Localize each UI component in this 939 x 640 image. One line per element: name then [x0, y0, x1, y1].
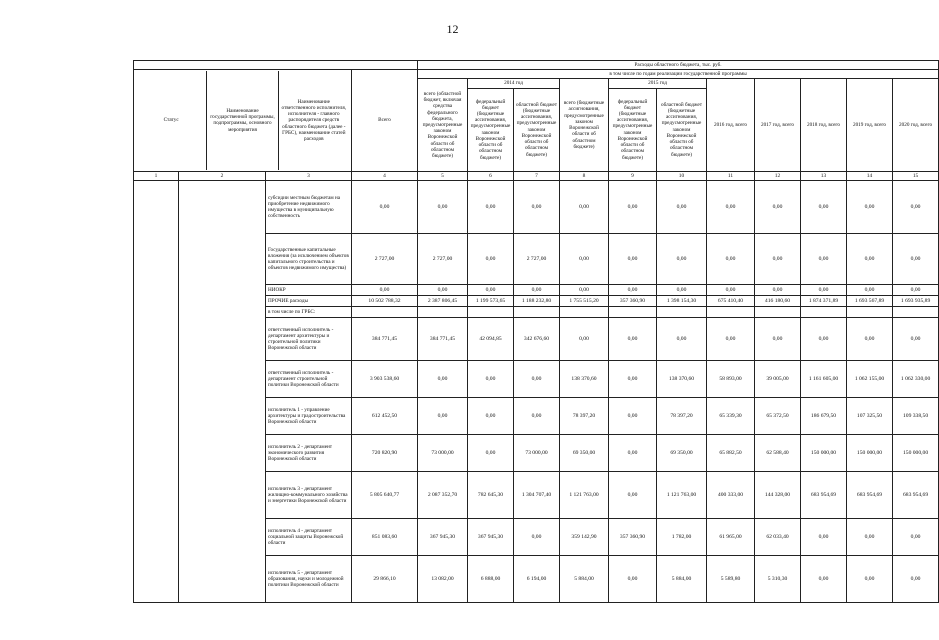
header-c8: всего (бюджетные ассигнования, предусмотренные законом Воронежской области об областном бюджете) — [560, 79, 609, 171]
value-cell — [657, 307, 707, 318]
value-cell: 3 903 538,60 — [352, 361, 418, 398]
value-cell — [352, 307, 418, 318]
value-cell: 0,00 — [755, 181, 801, 234]
row-label: ответственный исполнитель - департамент строительной политики Воронежской области — [266, 361, 352, 398]
value-cell: 782 645,30 — [468, 472, 514, 519]
value-cell: 0,00 — [755, 234, 801, 285]
value-cell: 1 782,00 — [657, 519, 707, 556]
value-cell: 357 360,90 — [609, 296, 657, 307]
value-cell: 0,00 — [893, 556, 939, 603]
value-cell — [893, 307, 939, 318]
value-cell: 367 945,30 — [468, 519, 514, 556]
header-by-years: в том числе по годам реализации государственной программы — [418, 70, 939, 79]
column-number: 12 — [755, 171, 801, 180]
value-cell: 1 693 567,89 — [847, 296, 893, 307]
column-number: 9 — [609, 171, 657, 180]
status-cell — [134, 181, 179, 603]
value-cell: 1 755 515,20 — [560, 296, 609, 307]
value-cell — [847, 307, 893, 318]
value-cell: 384 771,45 — [352, 318, 418, 361]
value-cell: 0,00 — [893, 234, 939, 285]
value-cell: 107 325,50 — [847, 398, 893, 435]
value-cell: 0,00 — [707, 318, 755, 361]
value-cell: 0,00 — [560, 234, 609, 285]
value-cell: 0,00 — [609, 472, 657, 519]
value-cell: 0,00 — [657, 318, 707, 361]
value-cell: 0,00 — [468, 361, 514, 398]
value-cell — [468, 307, 514, 318]
value-cell: 0,00 — [801, 234, 847, 285]
value-cell: 1 121 763,00 — [560, 472, 609, 519]
value-cell: 0,00 — [609, 318, 657, 361]
row-label: НИОКР — [266, 285, 352, 296]
column-number: 8 — [560, 171, 609, 180]
value-cell: 150 000,00 — [847, 435, 893, 472]
value-cell: 1 161 605,00 — [801, 361, 847, 398]
header-program-name: Наименование государственной программы, подпрограммы, основного мероприятия — [207, 71, 278, 169]
header-c9: федеральный бюджет (бюджетные ассигнования, предусмотренные законом Воронежской области об областном бюджете) — [609, 88, 657, 171]
value-cell — [755, 307, 801, 318]
value-cell: 69 350,00 — [560, 435, 609, 472]
column-number: 14 — [847, 171, 893, 180]
column-number: 5 — [418, 171, 468, 180]
value-cell — [514, 307, 560, 318]
value-cell: 0,00 — [847, 519, 893, 556]
row-label: исполнитель 5 - департамент образования, науки и молодежной политики Воронежской области — [266, 556, 352, 603]
row-label: исполнитель 1 - управление архитектуры и градостроительства Воронежской области — [266, 398, 352, 435]
value-cell: 0,00 — [514, 285, 560, 296]
value-cell: 0,00 — [418, 181, 468, 234]
value-cell: 2 727,00 — [514, 234, 560, 285]
value-cell: 0,00 — [560, 285, 609, 296]
value-cell: 5 805 640,77 — [352, 472, 418, 519]
value-cell: 0,00 — [468, 398, 514, 435]
value-cell: 0,00 — [609, 234, 657, 285]
row-label: исполнитель 3 - департамент жилищно-коммунального хозяйства и энергетики Воронежской области — [266, 472, 352, 519]
value-cell: 683 954,69 — [847, 472, 893, 519]
header-2019: 2019 год, всего — [847, 79, 893, 171]
value-cell: 851 083,60 — [352, 519, 418, 556]
value-cell: 0,00 — [893, 318, 939, 361]
value-cell: 384 771,45 — [418, 318, 468, 361]
value-cell: 0,00 — [801, 519, 847, 556]
value-cell: 13 082,00 — [418, 556, 468, 603]
value-cell: 0,00 — [707, 234, 755, 285]
value-cell: 5 310,30 — [755, 556, 801, 603]
value-cell: 0,00 — [514, 181, 560, 234]
value-cell: 0,00 — [514, 398, 560, 435]
header-c6: федеральный бюджет (бюджетные ассигнования, предусмотренные законом Воронежской области об областном бюджете) — [468, 88, 514, 171]
header-2015: 2015 год — [609, 79, 707, 88]
value-cell: 0,00 — [468, 435, 514, 472]
value-cell: 0,00 — [609, 556, 657, 603]
value-cell: 0,00 — [418, 398, 468, 435]
value-cell: 0,00 — [893, 181, 939, 234]
column-number: 4 — [352, 171, 418, 180]
value-cell: 0,00 — [755, 318, 801, 361]
header-c10: областной бюджет (бюджетные ассигнования, предусмотренные законом Воронежской области об областном бюджете) — [657, 88, 707, 171]
header-2017: 2017 год, всего — [755, 79, 801, 171]
table-row — [134, 181, 939, 234]
header-total: Всего — [352, 70, 418, 171]
header-left-blank — [134, 70, 352, 171]
page-number: 12 — [446, 22, 459, 36]
header-2018: 2018 год, всего — [801, 79, 847, 171]
value-cell: 65 882,50 — [707, 435, 755, 472]
column-number: 3 — [266, 171, 352, 180]
value-cell: 0,00 — [847, 318, 893, 361]
value-cell — [560, 307, 609, 318]
value-cell: 0,00 — [514, 361, 560, 398]
value-cell: 1 188 232,80 — [514, 296, 560, 307]
value-cell: 1 874 371,89 — [801, 296, 847, 307]
column-number: 2 — [179, 171, 266, 180]
value-cell: 683 954,69 — [893, 472, 939, 519]
value-cell: 0,00 — [418, 361, 468, 398]
value-cell: 357 360,90 — [609, 519, 657, 556]
value-cell — [418, 307, 468, 318]
value-cell: 62 588,40 — [755, 435, 801, 472]
value-cell: 0,00 — [657, 234, 707, 285]
column-number: 6 — [468, 171, 514, 180]
column-number: 15 — [893, 171, 939, 180]
header-c5: всего (областной бюджет, включая средства федерального бюджета, предусмотренные законом Воронежской области об областном бюджете) — [418, 79, 468, 171]
value-cell: 0,00 — [801, 556, 847, 603]
column-number: 7 — [514, 171, 560, 180]
header-status: Статус — [136, 71, 207, 169]
column-number: 13 — [801, 171, 847, 180]
value-cell: 416 180,60 — [755, 296, 801, 307]
header-2020: 2020 год, всего — [893, 79, 939, 171]
value-cell: 1 304 707,40 — [514, 472, 560, 519]
value-cell: 0,00 — [560, 318, 609, 361]
column-number: 1 — [134, 171, 179, 180]
value-cell: 5 589,80 — [707, 556, 755, 603]
value-cell: 5 884,00 — [657, 556, 707, 603]
value-cell: 0,00 — [847, 181, 893, 234]
value-cell — [707, 307, 755, 318]
value-cell: 6 194,00 — [514, 556, 560, 603]
value-cell: 0,00 — [468, 234, 514, 285]
value-cell: 0,00 — [514, 519, 560, 556]
value-cell: 1 062 330,00 — [893, 361, 939, 398]
value-cell: 69 350,00 — [657, 435, 707, 472]
value-cell: 400 333,00 — [707, 472, 755, 519]
value-cell: 0,00 — [468, 285, 514, 296]
value-cell: 1 398 154,30 — [657, 296, 707, 307]
value-cell: 0,00 — [418, 285, 468, 296]
value-cell: 0,00 — [801, 318, 847, 361]
value-cell: 0,00 — [707, 285, 755, 296]
value-cell: 29 866,10 — [352, 556, 418, 603]
value-cell: 0,00 — [560, 181, 609, 234]
header-expenses: Расходы областного бюджета, тыс. руб. — [418, 61, 939, 70]
value-cell: 675 410,40 — [707, 296, 755, 307]
value-cell: 0,00 — [352, 181, 418, 234]
value-cell: 2 727,00 — [418, 234, 468, 285]
value-cell: 0,00 — [847, 234, 893, 285]
value-cell: 0,00 — [847, 285, 893, 296]
value-cell: 612 452,50 — [352, 398, 418, 435]
value-cell: 0,00 — [468, 181, 514, 234]
value-cell: 109 338,50 — [893, 398, 939, 435]
value-cell: 0,00 — [657, 285, 707, 296]
row-label: Государственные капитальные вложения (за исключением объектов капитального строительства и объектов недвижимого имущества) — [266, 234, 352, 285]
value-cell: 0,00 — [893, 285, 939, 296]
value-cell: 65 339,30 — [707, 398, 755, 435]
value-cell: 144 328,00 — [755, 472, 801, 519]
value-cell: 0,00 — [352, 285, 418, 296]
value-cell: 2 087 352,70 — [418, 472, 468, 519]
value-cell: 0,00 — [657, 181, 707, 234]
value-cell: 0,00 — [847, 556, 893, 603]
row-label: в том числе по ГРБС: — [266, 307, 352, 318]
value-cell: 1 062 155,00 — [847, 361, 893, 398]
value-cell: 10 502 788,32 — [352, 296, 418, 307]
header-2014: 2014 год — [468, 79, 560, 88]
value-cell: 367 945,30 — [418, 519, 468, 556]
value-cell: 2 387 806,45 — [418, 296, 468, 307]
value-cell: 720 820,90 — [352, 435, 418, 472]
value-cell: 0,00 — [609, 181, 657, 234]
value-cell: 65 372,50 — [755, 398, 801, 435]
value-cell: 359 142,90 — [560, 519, 609, 556]
value-cell: 78 397,20 — [657, 398, 707, 435]
value-cell: 1 693 935,89 — [893, 296, 939, 307]
value-cell: 0,00 — [801, 181, 847, 234]
value-cell — [609, 307, 657, 318]
header-executor: Наименование ответственного исполнителя, исполнителя - главного распорядителя средств областного бюджета (далее - ГРБС), наименование статей расходов — [281, 98, 347, 143]
header-2016: 2016 год, всего — [707, 79, 755, 171]
value-cell: 39 005,00 — [755, 361, 801, 398]
row-label: ответственный исполнитель - департамент архитектуры и строительной политики Воронежской области — [266, 318, 352, 361]
header-c7: областной бюджет (бюджетные ассигнования, предусмотренные законом Воронежской области об областном бюджете) — [514, 88, 560, 171]
row-label: исполнитель 4 - департамент социальной защиты Воронежской области — [266, 519, 352, 556]
value-cell: 73 000,00 — [418, 435, 468, 472]
value-cell: 0,00 — [755, 285, 801, 296]
value-cell: 342 676,60 — [514, 318, 560, 361]
value-cell: 61 965,00 — [707, 519, 755, 556]
row-label: исполнитель 2 - департамент экономического развития Воронежской области — [266, 435, 352, 472]
value-cell: 0,00 — [609, 435, 657, 472]
value-cell: 186 679,50 — [801, 398, 847, 435]
value-cell: 5 884,00 — [560, 556, 609, 603]
value-cell: 73 000,00 — [514, 435, 560, 472]
value-cell: 683 954,69 — [801, 472, 847, 519]
value-cell: 58 893,00 — [707, 361, 755, 398]
value-cell: 150 000,00 — [801, 435, 847, 472]
value-cell: 6 888,00 — [468, 556, 514, 603]
header-blank — [134, 61, 418, 70]
column-number: 10 — [657, 171, 707, 180]
value-cell: 138 370,60 — [560, 361, 609, 398]
row-label: ПРОЧИЕ расходы — [266, 296, 352, 307]
value-cell: 1 199 573,65 — [468, 296, 514, 307]
value-cell: 0,00 — [609, 285, 657, 296]
value-cell: 78 397,20 — [560, 398, 609, 435]
budget-table — [133, 60, 939, 603]
value-cell: 0,00 — [801, 285, 847, 296]
value-cell — [801, 307, 847, 318]
program-cell — [179, 181, 266, 603]
value-cell: 0,00 — [609, 398, 657, 435]
value-cell: 0,00 — [893, 519, 939, 556]
column-number: 11 — [707, 171, 755, 180]
value-cell: 0,00 — [609, 361, 657, 398]
value-cell: 150 000,00 — [893, 435, 939, 472]
value-cell: 138 370,60 — [657, 361, 707, 398]
row-label: субсидии местным бюджетам на приобретение недвижимого имущества в муниципальную собственность — [266, 181, 352, 234]
value-cell: 1 121 763,00 — [657, 472, 707, 519]
value-cell: 2 727,00 — [352, 234, 418, 285]
value-cell: 42 094,85 — [468, 318, 514, 361]
value-cell: 62 033,40 — [755, 519, 801, 556]
value-cell: 0,00 — [707, 181, 755, 234]
